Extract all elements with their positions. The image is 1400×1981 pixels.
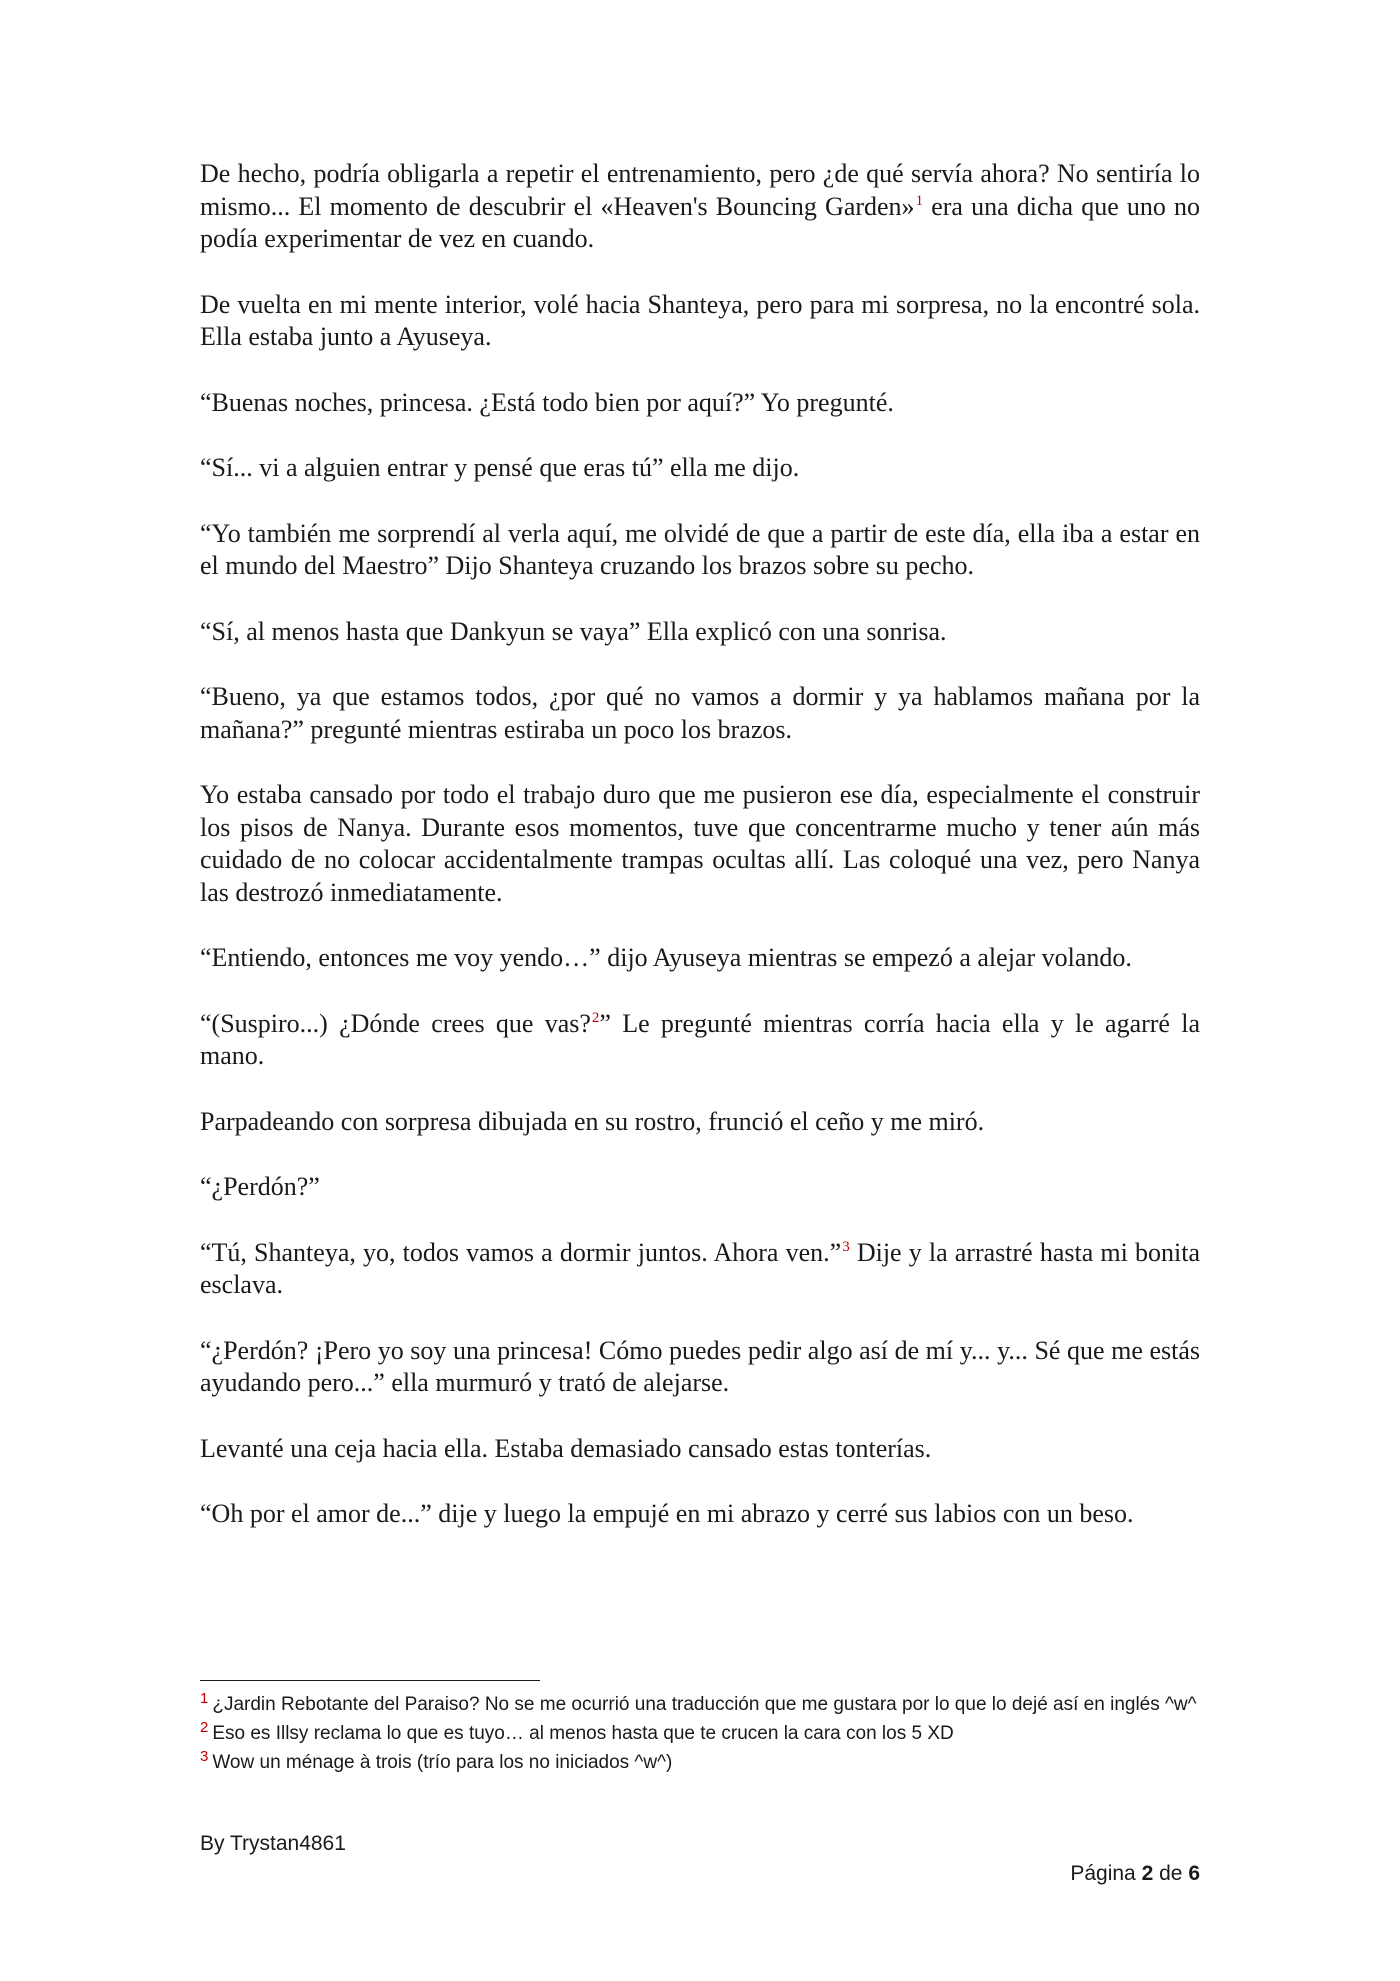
body-text — [200, 158, 1200, 1564]
paragraph — [200, 1008, 1200, 1073]
paragraph-text: “(Suspiro...) ¿Dónde crees que vas? — [200, 1008, 591, 1038]
paragraph-text: “Sí... vi a alguien entrar y pensé que eras tú” ella me dijo. — [200, 453, 800, 482]
paragraph — [200, 1498, 1200, 1531]
paragraph-text: “Entiendo, entonces me voy yendo…” dijo Ayuseya mientras se empezó a alejar volando. — [200, 943, 1132, 972]
author-credit: By Trystan4861 — [200, 1832, 346, 1855]
paragraph — [200, 289, 1200, 354]
paragraph — [200, 681, 1200, 746]
paragraph-text: De vuelta en mi mente interior, volé hacia Shanteya, pero para mi sorpresa, no la encontré sola. Ella estaba junto a Ayuseya. — [200, 289, 1200, 351]
paragraph — [200, 779, 1200, 909]
paragraph — [200, 942, 1200, 975]
paragraph-text: Dije y la arrastré hasta mi bonita esclava. — [200, 1237, 1200, 1299]
paragraph — [200, 518, 1200, 583]
paragraph-text: “Sí, al menos hasta que Dankyun se vaya” Ella explicó con una sonrisa. — [200, 616, 947, 646]
footnote-number: 2 — [200, 1718, 209, 1736]
paragraph-text: era una dicha que uno no podía experimentar de vez en cuando. — [200, 191, 1201, 253]
paragraph — [200, 1433, 1200, 1466]
footnote-reference[interactable]: 1 — [915, 192, 924, 209]
paragraph-text: Levanté una ceja hacia ella. Estaba demasiado cansado estas tonterías. — [200, 1433, 932, 1463]
paragraph-text: De hecho, podría obligarla a repetir el entrenamiento, pero ¿de qué servía ahora? No sentiría lo mismo... El momento de descubrir el «Heaven's Bouncing Garden» — [200, 159, 1200, 221]
footnotes — [200, 1690, 1200, 1777]
paragraph-text: “Oh por el amor de...” dije y luego la empujé en mi abrazo y cerré sus labios con un beso. — [200, 1499, 1134, 1528]
paragraph — [200, 1237, 1200, 1302]
footnote-number: 1 — [200, 1689, 209, 1707]
paragraph — [200, 616, 1200, 649]
paragraph — [200, 1171, 1200, 1204]
paragraph — [200, 387, 1200, 420]
page-label: Página — [1070, 1862, 1136, 1885]
footnote-text: Wow un ménage à trois (trío para los no iniciados ^w^) — [212, 1752, 673, 1773]
page-current: 2 — [1141, 1862, 1154, 1885]
page-separator: de — [1159, 1862, 1183, 1885]
footnote-number: 3 — [200, 1747, 209, 1765]
paragraph-text: “¿Perdón?” — [200, 1172, 320, 1201]
paragraph — [200, 452, 1200, 485]
footnote-reference[interactable]: 3 — [842, 1238, 850, 1255]
paragraph-text: “Tú, Shanteya, yo, todos vamos a dormir juntos. Ahora ven.” — [200, 1237, 842, 1267]
footnote — [200, 1748, 1200, 1777]
paragraph — [200, 158, 1200, 256]
paragraph-text: ” Le pregunté mientras corría hacia ella y le agarré la mano. — [200, 1008, 1200, 1070]
footnote-text: Eso es Illsy reclama lo que es tuyo… al menos hasta que te crucen la cara con los 5 XD — [212, 1723, 954, 1744]
paragraph-text: “Yo también me sorprendí al verla aquí, me olvidé de que a partir de este día, ella iba a estar en el mundo del Maestro” Dijo Shanteya cruzando los brazos sobre su pecho. — [200, 518, 1200, 580]
footnote — [200, 1690, 1200, 1719]
paragraph — [200, 1106, 1200, 1139]
footnote — [200, 1719, 1200, 1748]
paragraph-text: Yo estaba cansado por todo el trabajo duro que me pusieron ese día, especialmente el construir los pisos de Nanya. Durante esos momentos, tuve que concentrarme mucho y tener aún más cuidado de no colocar accidentalmente trampas ocultas allí. Las coloqué una vez, pero Nanya las destrozó inmediatamente. — [200, 780, 1200, 907]
footnote-text: ¿Jardin Rebotante del Paraiso? No se me ocurrió una traducción que me gustara por lo que lo dejé así en inglés ^w^ — [212, 1694, 1197, 1715]
footnote-separator — [200, 1680, 540, 1681]
page-number — [1070, 1862, 1200, 1886]
paragraph — [200, 1335, 1200, 1400]
footnote-reference[interactable]: 2 — [591, 1009, 600, 1026]
paragraph-text: “Bueno, ya que estamos todos, ¿por qué no vamos a dormir y ya hablamos mañana por la mañana?” pregunté mientras estiraba un poco los brazos. — [200, 682, 1200, 744]
page-total: 6 — [1188, 1862, 1200, 1885]
paragraph-text: “Buenas noches, princesa. ¿Está todo bien por aquí?” Yo pregunté. — [200, 387, 894, 417]
paragraph-text: “¿Perdón? ¡Pero yo soy una princesa! Cómo puedes pedir algo así de mí y... y... Sé que me estás ayudando pero...” ella murmuró y trató de alejarse. — [200, 1335, 1200, 1397]
paragraph-text: Parpadeando con sorpresa dibujada en su rostro, frunció el ceño y me miró. — [200, 1106, 985, 1136]
